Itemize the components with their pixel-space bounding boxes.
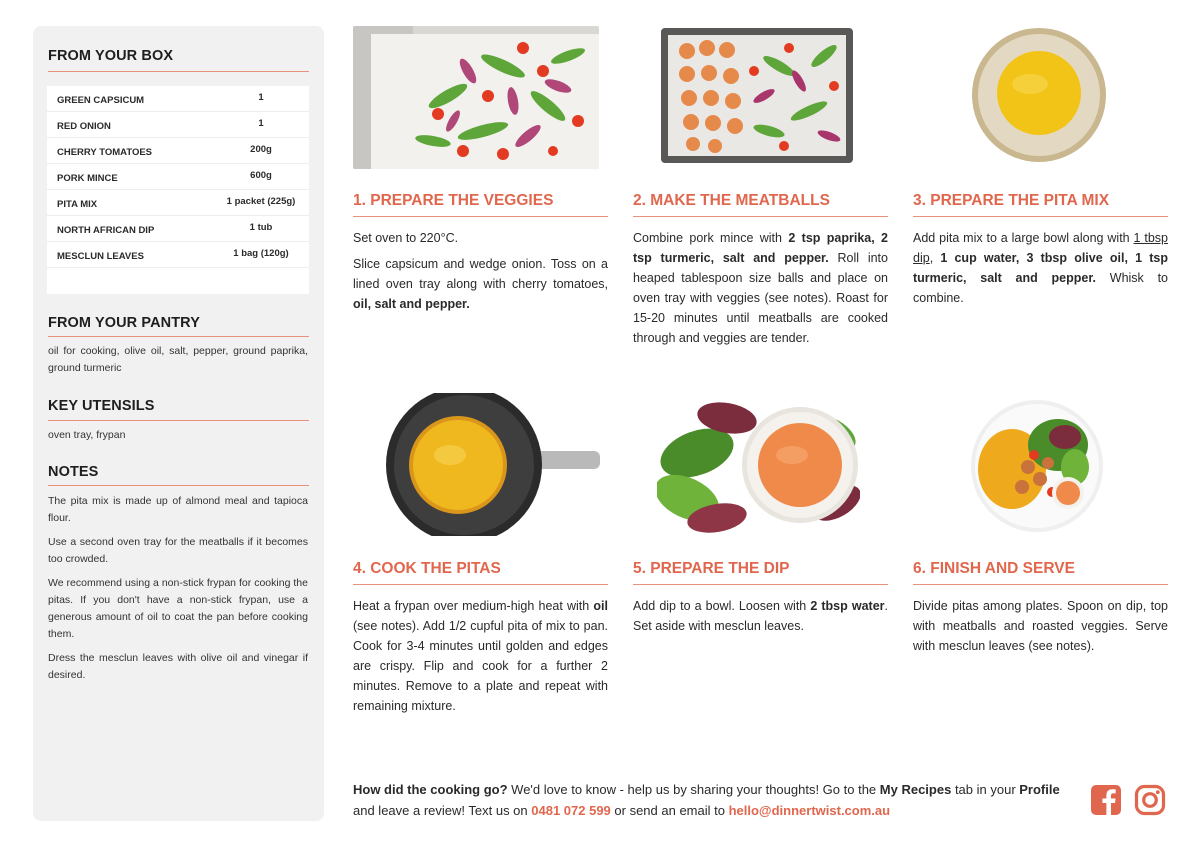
meatballs-tray-photo bbox=[659, 26, 855, 165]
note-item: Dress the mesclun leaves with olive oil and vinegar if desired. bbox=[48, 652, 308, 681]
step-6-body bbox=[913, 596, 1168, 662]
notes-list bbox=[48, 493, 308, 691]
text-segment: (see notes). Add 1/2 cupful pita of mix to pan. Cook for 3-4 minutes until golden and edges are crispy. Flip and cook for a further 2 minutes. Remove to a plate and repeat with remaining mixture. bbox=[353, 619, 608, 713]
step-2-body bbox=[633, 228, 888, 354]
step-3-title: 3. PREPARE THE PITA MIX bbox=[913, 192, 1110, 209]
note-item: The pita mix is made up of almond meal and tapioca flour. bbox=[48, 495, 308, 524]
key-utensils-heading: KEY UTENSILS bbox=[48, 398, 155, 414]
dip-and-leaves-photo bbox=[657, 393, 860, 536]
step-5-body bbox=[633, 596, 888, 642]
text-segment: Set oven to 220°C. bbox=[353, 231, 459, 245]
plated-dish-photo bbox=[970, 397, 1104, 536]
divider bbox=[48, 420, 309, 421]
ingredient-name: MESCLUN LEAVES bbox=[57, 251, 144, 262]
text-segment: and leave a review! Text us on bbox=[353, 803, 532, 818]
ingredient-row bbox=[47, 86, 309, 112]
ingredient-name: PORK MINCE bbox=[57, 173, 118, 184]
step-paragraph bbox=[633, 596, 888, 636]
divider bbox=[48, 71, 309, 72]
text-segment: , bbox=[929, 251, 941, 265]
divider bbox=[353, 216, 608, 217]
ingredient-name: PITA MIX bbox=[57, 199, 98, 210]
pantry-text: oil for cooking, olive oil, salt, pepper, ground paprika, ground turmeric bbox=[48, 345, 308, 374]
text-segment: Heat a frypan over medium-high heat with bbox=[353, 599, 594, 613]
step-6-title: 6. FINISH AND SERVE bbox=[913, 560, 1075, 577]
pita-frypan-photo bbox=[386, 393, 600, 536]
ingredients-table bbox=[47, 86, 309, 294]
text-segment: Add dip to a bowl. Loosen with bbox=[633, 599, 811, 613]
step-2-title: 2. MAKE THE MEATBALLS bbox=[633, 192, 830, 209]
ingredient-quantity: 200g bbox=[250, 144, 272, 155]
from-your-box-heading: FROM YOUR BOX bbox=[48, 48, 174, 64]
text-segment: tab in your bbox=[951, 782, 1020, 797]
divider bbox=[633, 216, 888, 217]
ingredient-quantity: 1 packet (225g) bbox=[226, 196, 296, 207]
roasted-veggies-tray-photo bbox=[353, 26, 599, 169]
ingredient-row bbox=[47, 242, 309, 268]
utensils-text: oven tray, frypan bbox=[48, 429, 126, 441]
text-segment: Profile bbox=[1019, 782, 1060, 797]
divider bbox=[48, 336, 309, 337]
ingredient-row bbox=[47, 112, 309, 138]
ingredients-sidebar bbox=[33, 26, 324, 821]
text-segment: Slice capsicum and wedge onion. Toss on a lined oven tray along with cherry tomatoes, bbox=[353, 257, 608, 291]
step-paragraph bbox=[353, 254, 608, 314]
text-segment: Combine pork mince with bbox=[633, 231, 789, 245]
text-segment: 2 tbsp water bbox=[810, 599, 885, 613]
text-segment: . Set aside with mesclun leaves. bbox=[633, 599, 888, 633]
step-1-title: 1. PREPARE THE VEGGIES bbox=[353, 192, 554, 209]
ingredient-quantity: 1 bag (120g) bbox=[233, 248, 289, 259]
contact-link[interactable]: hello@dinnertwist.com.au bbox=[728, 803, 891, 818]
ingredient-quantity: 1 bbox=[258, 92, 264, 103]
ingredient-name: GREEN CAPSICUM bbox=[57, 95, 145, 106]
divider bbox=[913, 584, 1168, 585]
step-paragraph bbox=[913, 596, 1168, 656]
divider bbox=[633, 584, 888, 585]
text-segment: Divide pitas among plates. Spoon on dip, top with meatballs and roasted veggies. Serve with mesclun leaves (see notes). bbox=[913, 599, 1168, 653]
ingredient-row bbox=[47, 164, 309, 190]
step-3-body bbox=[913, 228, 1168, 314]
step-1-body bbox=[353, 228, 608, 320]
text-segment: 1 cup water, 3 tbsp olive oil, 1 tsp turmeric, salt and pepper. bbox=[913, 251, 1168, 285]
text-segment: How did the cooking go? bbox=[353, 782, 508, 797]
text-segment: 1 tbsp dip bbox=[913, 231, 1168, 265]
step-paragraph bbox=[353, 596, 608, 716]
text-segment: Roll into heaped tablespoon size balls and place on oven tray with veggies (see notes). Roast for 15-20 minutes until meatballs are cooked through and veggies are tender. bbox=[633, 251, 888, 345]
feedback-footer bbox=[353, 779, 1073, 821]
text-segment: We'd love to know - help us by sharing your thoughts! Go to the bbox=[507, 782, 880, 797]
text-segment: Add pita mix to a large bowl along with bbox=[913, 231, 1134, 245]
text-segment: oil bbox=[593, 599, 608, 613]
text-segment: oil, salt and pepper. bbox=[353, 297, 470, 311]
divider bbox=[913, 216, 1168, 217]
ingredient-name: NORTH AFRICAN DIP bbox=[57, 225, 155, 236]
pita-batter-bowl-photo bbox=[970, 26, 1108, 165]
note-item: We recommend using a non-stick frypan for cooking the pitas. If you don't have a non-stick frypan, use a generous amount of oil to coat the pan before cooking them. bbox=[48, 577, 308, 640]
text-segment: Whisk to combine. bbox=[913, 271, 1168, 305]
ingredient-row bbox=[47, 190, 309, 216]
step-paragraph bbox=[353, 228, 608, 248]
ingredient-quantity: 1 bbox=[258, 118, 264, 129]
ingredient-row bbox=[47, 216, 309, 242]
ingredient-quantity: 600g bbox=[250, 170, 272, 181]
step-4-body bbox=[353, 596, 608, 722]
ingredient-name: CHERRY TOMATOES bbox=[57, 147, 153, 158]
text-segment: My Recipes bbox=[879, 782, 952, 797]
contact-link[interactable]: 0481 072 599 bbox=[531, 803, 611, 818]
instagram-icon[interactable] bbox=[1134, 784, 1166, 816]
step-paragraph bbox=[633, 228, 888, 348]
ingredient-name: RED ONION bbox=[57, 121, 111, 132]
divider bbox=[353, 584, 608, 585]
facebook-icon[interactable] bbox=[1090, 784, 1122, 816]
from-your-pantry-heading: FROM YOUR PANTRY bbox=[48, 315, 200, 331]
divider bbox=[48, 485, 309, 486]
step-paragraph bbox=[913, 228, 1168, 308]
step-4-title: 4. COOK THE PITAS bbox=[353, 560, 501, 577]
notes-heading: NOTES bbox=[48, 464, 99, 480]
ingredient-quantity: 1 tub bbox=[249, 222, 273, 233]
ingredient-row bbox=[47, 138, 309, 164]
note-item: Use a second oven tray for the meatballs if it becomes too crowded. bbox=[48, 536, 308, 565]
step-5-title: 5. PREPARE THE DIP bbox=[633, 560, 790, 577]
text-segment: or send an email to bbox=[610, 803, 729, 818]
text-segment: 2 tsp paprika, 2 tsp turmeric, salt and pepper. bbox=[633, 231, 888, 265]
